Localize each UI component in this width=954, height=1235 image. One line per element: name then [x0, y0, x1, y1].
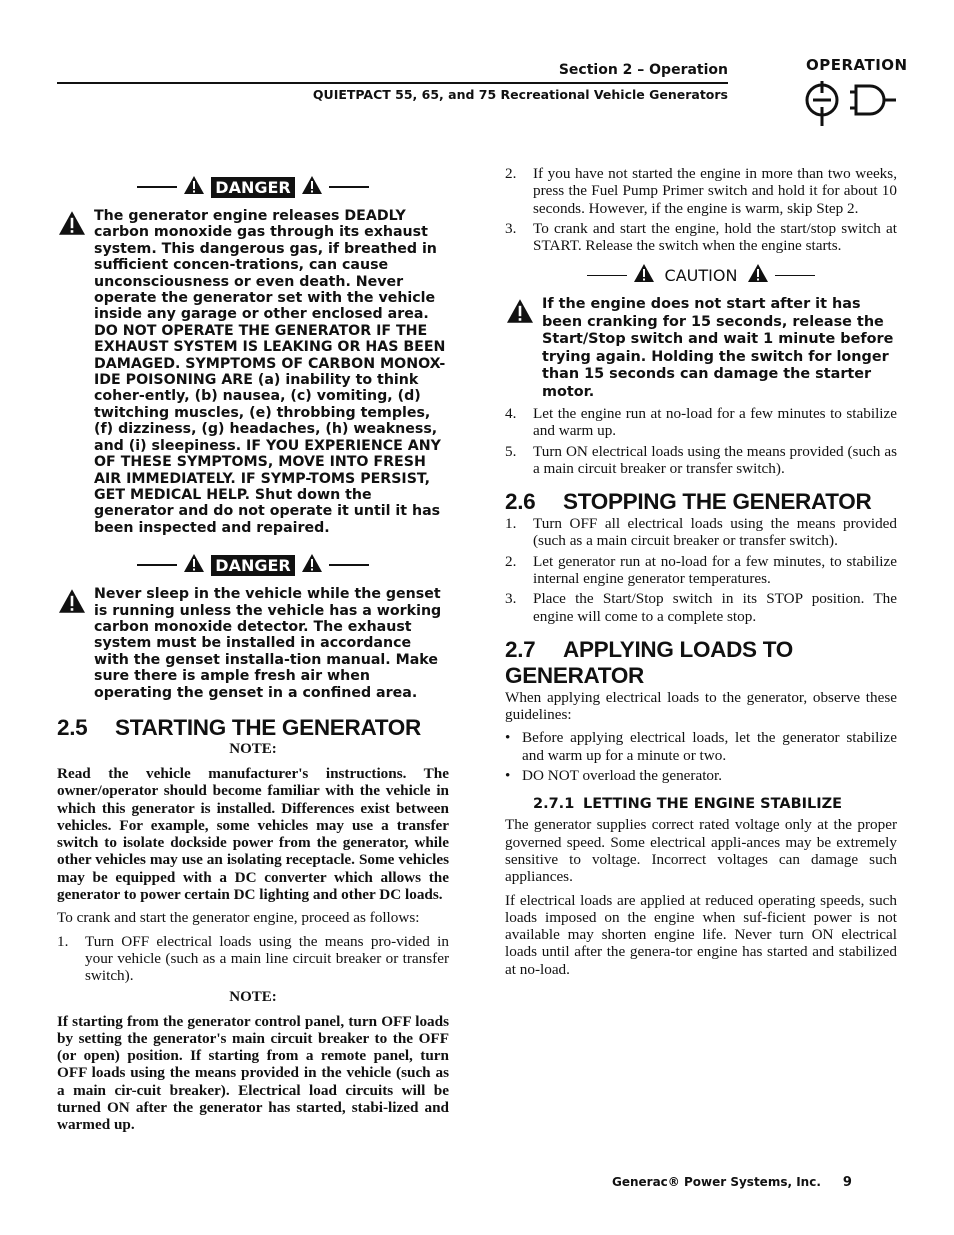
- list-item: • Before applying electrical loads, let the generator stabilize and warm up for a minute or two.: [505, 729, 897, 764]
- warning-triangle-icon: [747, 263, 769, 288]
- list-item: 3. To crank and start the engine, hold the start/stop switch at START. Release the switch when the engine starts.: [505, 219, 897, 255]
- warning-triangle-icon: [505, 296, 542, 329]
- operation-symbol-icon: [800, 78, 900, 135]
- warning-triangle-icon: [633, 263, 655, 288]
- section-heading-2-6: 2.6 STOPPING THE GENERATOR: [505, 489, 872, 515]
- danger-notice: [57, 586, 449, 701]
- warning-triangle-icon: [183, 553, 205, 578]
- warning-triangle-icon: [57, 208, 94, 241]
- start-steps-list: [505, 405, 897, 477]
- header-rule: [57, 82, 728, 84]
- danger-banner: [57, 550, 449, 580]
- list-item: 2. Let generator run at no-load for a few minutes, to stabilize internal engine generator temperatures.: [505, 552, 897, 587]
- footer-company: Generac® Power Systems, Inc.: [612, 1175, 821, 1189]
- section-heading-2-5: 2.5 STARTING THE GENERATOR: [57, 714, 421, 740]
- list-item: 1. Turn OFF electrical loads using the means pro-vided in your vehicle (such as a main line circuit breaker or transfer switch).: [57, 932, 449, 985]
- caution-banner: [505, 260, 897, 290]
- list-item: 4. Let the engine run at no-load for a few minutes to stabilize and warm up.: [505, 404, 897, 440]
- list-item: 5. Turn ON electrical loads using the means provided (such as a main circuit breaker or transfer switch).: [505, 442, 897, 477]
- warning-triangle-icon: [301, 175, 323, 200]
- start-steps-list: [57, 933, 449, 985]
- list-item: 3. Place the Start/Stop switch in its STOP position. The engine will come to a complete stop.: [505, 590, 897, 625]
- start-steps-list: [505, 165, 897, 254]
- note-text: If starting from the generator control panel, turn OFF loads by setting the generator's main circuit breaker to the OFF (or open) position. If starting from a remote panel, turn OFF loads using the means provided in the vehicle (such as a main cir-cuit breaker). Electrical load circuits will be turned ON after the generator has started, stabi-lized and warmed up.: [57, 1012, 449, 1134]
- caution-text: If the engine does not start after it has been cranking for 15 seconds, release the Start/Stop switch and wait 1 minute before trying again. Holding the switch for longer than 15 seconds can damage the starter motor.: [542, 296, 894, 400]
- list-item: • DO NOT overload the generator.: [505, 767, 723, 785]
- warning-triangle-icon: [183, 175, 205, 200]
- caution-notice: [505, 296, 897, 400]
- section-heading-2-7: 2.7 APPLYING LOADS TO GENERATOR: [505, 636, 793, 688]
- left-column: [57, 172, 449, 1140]
- danger-label: DANGER: [211, 177, 294, 198]
- list-item: 1. Turn OFF all electrical loads using the means provided (such as a main circuit breaker or transfer switch).: [505, 515, 897, 550]
- note-text: Read the vehicle manufacturer's instructions. The owner/operator should become familiar with the vehicle in which this generator is installed. Differences exist between vehicles. For example, some vehicles may use a transfer switch to isolate dockside power from the generator, while other vehicles may use an isolating receptacle. Some vehicles may be equipped with a DC converter which allows the generator to power certain DC lighting and other DC loads.: [57, 764, 449, 904]
- subsection-heading-2-7-1: 2.7.1 LETTING THE ENGINE STABILIZE: [533, 796, 843, 813]
- warning-triangle-icon: [57, 586, 94, 619]
- stop-steps-list: [505, 515, 897, 625]
- danger-label: DANGER: [211, 555, 294, 576]
- danger-notice: [57, 208, 449, 536]
- note-label: NOTE:: [229, 740, 277, 757]
- header-section: Section 2 – Operation: [558, 62, 728, 78]
- danger-text: Never sleep in the vehicle while the genset is running unless the vehicle has a working carbon monoxide detector. The exhaust system must be installed in accordance with the genset installa-tion manual. Make sure there is ample fresh air when operating the genset in a confined area.: [94, 586, 442, 701]
- intro-text: To crank and start the generator engine, proceed as follows:: [57, 909, 420, 927]
- warning-triangle-icon: [301, 553, 323, 578]
- guidelines-list: [505, 729, 897, 784]
- note-label: NOTE:: [229, 988, 277, 1005]
- page-footer: [612, 1175, 852, 1190]
- caution-label: CAUTION: [664, 265, 738, 285]
- paragraph: If electrical loads are applied at reduced operating speeds, such loads imposed on the engine when suf-ficient power is not available may shorten engine life. Never turn ON electrical loads until after the genera-tor engine has started and stabilized at no-load.: [505, 891, 897, 978]
- operation-badge-title: OPERATION: [806, 56, 908, 74]
- header-subtitle: QUIETPACT 55, 65, and 75 Recreational Vehicle Generators: [312, 87, 728, 102]
- intro-text: When applying electrical loads to the generator, observe these guidelines:: [505, 688, 897, 724]
- danger-banner: [57, 172, 449, 202]
- list-item: 2. If you have not started the engine in more than two weeks, press the Fuel Pump Primer switch and hold it for about 10 seconds. However, if the engine is warm, skip Step 2.: [505, 165, 897, 217]
- right-column: [505, 165, 897, 984]
- page-number: 9: [842, 1175, 852, 1190]
- paragraph: The generator supplies correct rated voltage only at the proper governed speed. Some electrical appli-ances may be extremely sensitive to voltage. Incorrect voltages can damage such appliances.: [505, 816, 897, 886]
- danger-text: The generator engine releases DEADLY carbon monoxide gas through its exhaust system. This dangerous gas, if breathed in sufficient concen-trations, can cause unconsciousness or even death. Never operate the generator set with the vehicle inside any garage or other enclosed area. DO NOT OPERATE THE GENERATOR IF THE EXHAUST SYSTEM IS LEAKING OR HAS BEEN DAMAGED. SYMPTOMS OF CARBON MONOX-IDE POISONING ARE (a) inability to think coher-ently, (b) nausea, (c) vomiting, (d) twitching muscles, (e) throbbing temples, (f) dizziness, (g) headaches, (h) weakness, and (i) sleepiness. IF YOU EXPERIENCE ANY OF THESE SYMPTOMS, MOVE INTO FRESH AIR IMMEDIATELY. IF SYMP-TOMS PERSIST, GET MEDICAL HELP. Shut down the generator and do not operate it until it has been inspected and repaired.: [94, 208, 446, 536]
